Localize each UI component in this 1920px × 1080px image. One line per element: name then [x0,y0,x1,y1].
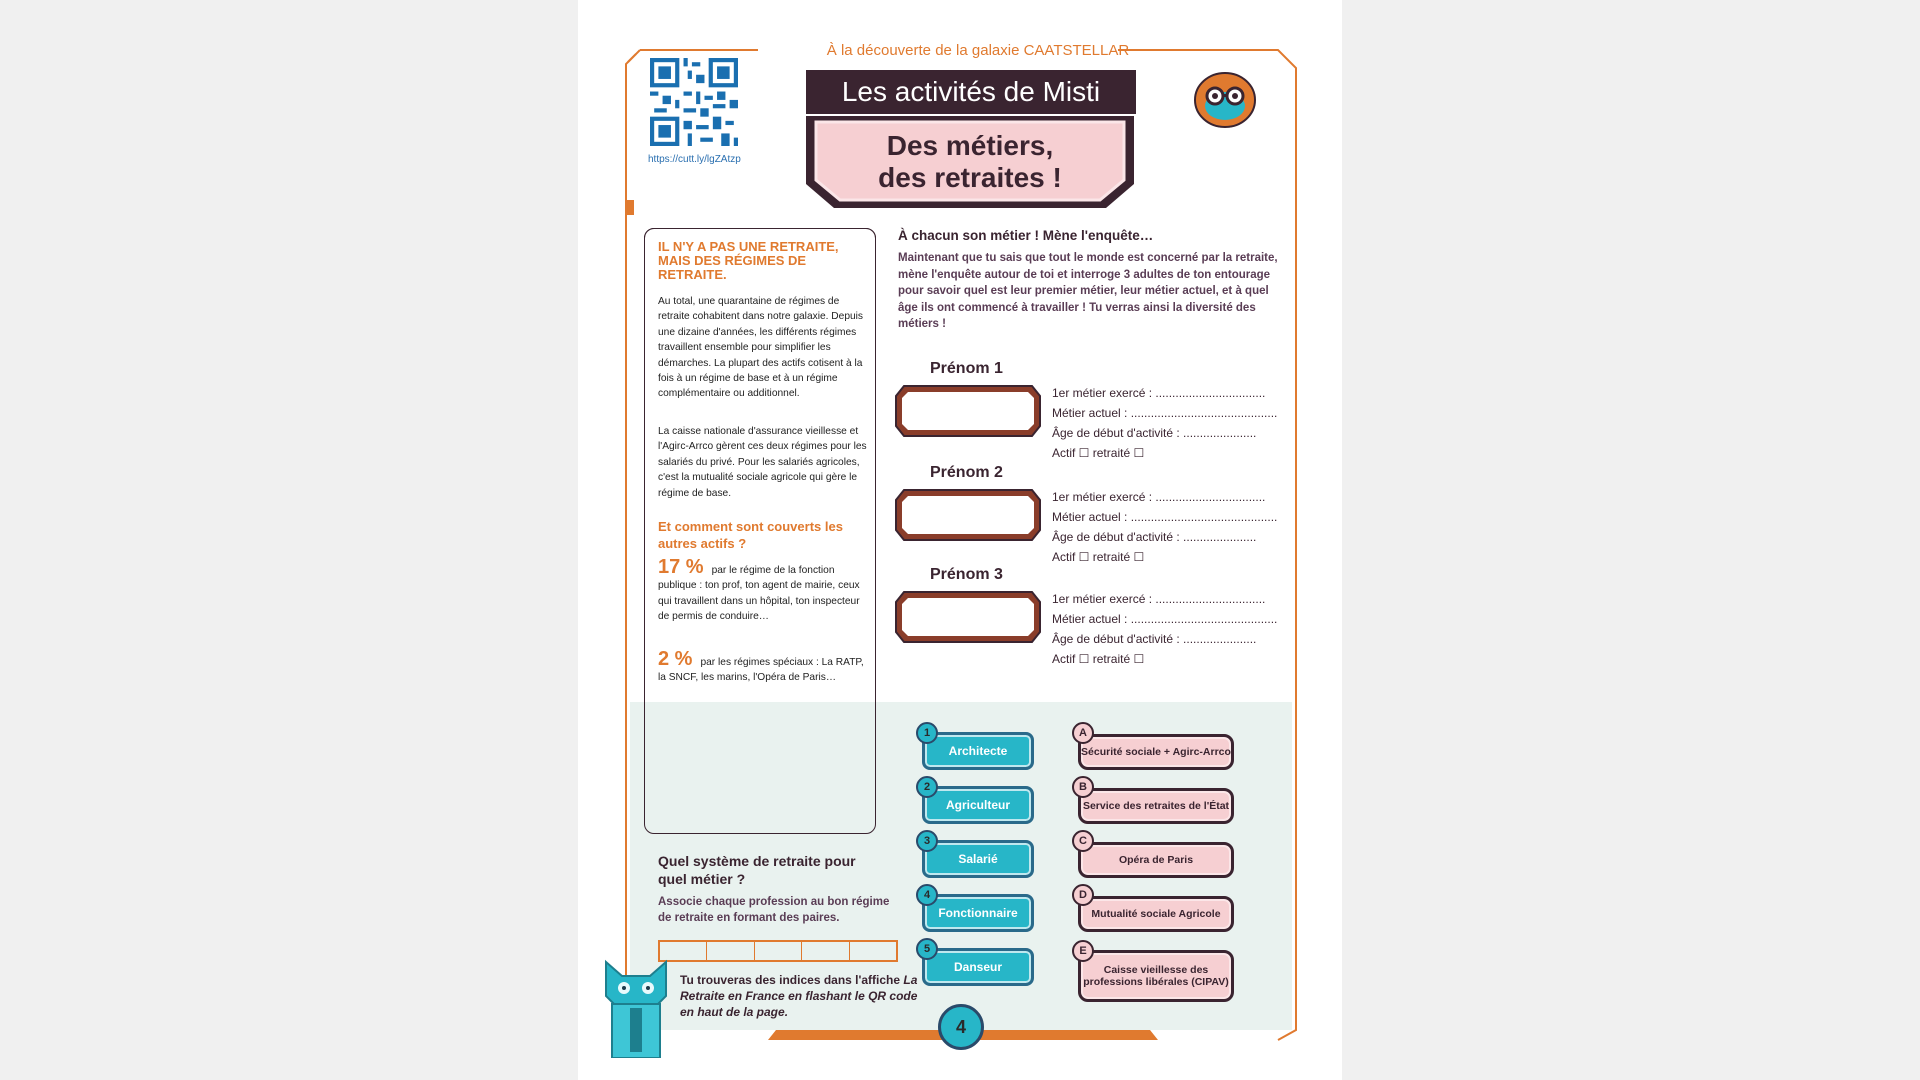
info-paragraph-1: Au total, une quarantaine de régimes de retraite cohabitent dans notre galaxie. Depuis une dizaine d'années, les différents régimes travaillent ensemble pour simplifier les démarches. La plupart des actifs cotisent à la fois à un régime de base et à un régime complémentaire ou additionnel. [658,296,864,400]
stat-1-text: par le régime de la fonction publique : ton prof, ton agent de mairie, ceux qui travaillent dans un hôpital, ton inspecteur de permis de conduire… [658,565,860,623]
match-profession-4[interactable]: Fonctionnaire [922,894,1034,932]
match-profession-1[interactable]: Architecte [922,732,1034,770]
match-regime-e[interactable]: Caisse vieillesse des professions libérales (CIPAV) [1078,950,1234,1002]
page-title-line2: des retraites ! [878,162,1062,193]
answer-cell[interactable] [707,942,754,960]
answer-grid[interactable] [658,940,898,962]
stat-1-percent: 17 % [658,556,704,578]
page-title [800,130,1140,194]
prenom-3-start-age[interactable]: Âge de début d'activité : ...................... [1052,632,1257,646]
survey-intro: Maintenant que tu sais que tout le monde est concerné par la retraite, mène l'enquête autour de toi et interroge 3 adultes de ton entourage pour savoir quel est leur premier métier, leur métier actuel, et à quel âge ils ont commencé à travailler ! Tu verras ainsi la diversité des métiers ! [898,252,1278,330]
match-profession-3-number: 3 [916,830,938,852]
top-banner: À la découverte de la galaxie CAATSTELLAR [826,42,1130,59]
prenom-2-status-checkboxes[interactable]: Actif ☐ retraité ☐ [1052,550,1145,564]
answer-cell[interactable] [755,942,802,960]
prenom-3-status-checkboxes[interactable]: Actif ☐ retraité ☐ [1052,652,1145,666]
match-profession-3[interactable]: Salarié [922,840,1034,878]
prenom-1-first-job[interactable]: 1er métier exercé : ................................. [1052,386,1266,400]
match-regime-d-letter: D [1072,884,1094,906]
clue-italic: La Retraite en France [680,973,918,1003]
matching-question-title: Quel système de retraite pour quel métier ? [658,853,856,887]
clue-part-2: en flashant le QR code en haut de la page. [680,989,918,1019]
match-regime-a-letter: A [1072,722,1094,744]
info-box-border [644,228,876,834]
match-regime-b-letter: B [1072,776,1094,798]
page-number: 4 [938,1004,984,1050]
match-profession-1-number: 1 [916,722,938,744]
match-profession-5[interactable]: Danseur [922,948,1034,986]
prenom-2-start-age[interactable]: Âge de début d'activité : ...................... [1052,530,1257,544]
match-regime-e-letter: E [1072,940,1094,962]
answer-cell[interactable] [850,942,896,960]
match-regime-c-letter: C [1072,830,1094,852]
match-profession-5-number: 5 [916,938,938,960]
prenom-3-input[interactable] [894,590,1042,644]
prenom-1-start-age[interactable]: Âge de début d'activité : ...................... [1052,426,1257,440]
prenom-3-current-job[interactable]: Métier actuel : ............................................ [1052,612,1278,626]
info-heading: IL N'Y A PAS UNE RETRAITE, MAIS DES RÉGIMES DE RETRAITE. [658,239,839,282]
clue-part-1: Tu trouveras des indices dans l'affiche [680,973,901,987]
clue-text [680,972,920,1020]
matching-question-text: Associe chaque profession au bon régime de retraite en formant des paires. [658,896,890,924]
match-regime-a[interactable]: Sécurité sociale + Agirc-Arrco [1078,734,1234,770]
prenom-2-first-job[interactable]: 1er métier exercé : ................................. [1052,490,1266,504]
answer-cell[interactable] [802,942,849,960]
prenom-1-current-job[interactable]: Métier actuel : ............................................ [1052,406,1278,420]
stat-2-percent: 2 % [658,648,693,670]
qr-code-icon[interactable] [650,58,738,146]
match-regime-b[interactable]: Service des retraites de l'État [1078,788,1234,824]
match-profession-4-number: 4 [916,884,938,906]
prenom-3-first-job[interactable]: 1er métier exercé : ................................. [1052,592,1266,606]
match-profession-2-number: 2 [916,776,938,798]
match-profession-2[interactable]: Agriculteur [922,786,1034,824]
survey-heading: À chacun son métier ! Mène l'enquête… [898,228,1154,243]
prenom-2-label: Prénom 2 [930,464,1003,481]
prenom-2-input[interactable] [894,488,1042,542]
prenom-1-label: Prénom 1 [930,360,1003,377]
activity-title: Les activités de Misti [806,70,1136,114]
match-regime-d[interactable]: Mutualité sociale Agricole [1078,896,1234,932]
page-title-line1: Des métiers, [886,130,1054,161]
prenom-1-status-checkboxes[interactable]: Actif ☐ retraité ☐ [1052,446,1145,460]
misti-avatar-icon [1192,68,1258,130]
stat-2-text: par les régimes spéciaux : La RATP, la SNCF, les marins, l'Opéra de Paris… [658,657,864,684]
cat-mascot-icon [600,956,672,1058]
match-regime-c[interactable]: Opéra de Paris [1078,842,1234,878]
qr-url[interactable]: https://cutt.ly/lgZAtzp [648,154,741,165]
prenom-3-label: Prénom 3 [930,566,1003,583]
prenom-1-input[interactable] [894,384,1042,438]
info-subheading: Et comment sont couverts les autres actifs ? [658,519,843,551]
prenom-2-current-job[interactable]: Métier actuel : ............................................ [1052,510,1278,524]
info-paragraph-2: La caisse nationale d'assurance vieillesse et l'Agirc-Arrco gèrent ces deux régimes pour les salariés du privé. Pour les salariés agricoles, c'est la mutualité sociale agricole qui gère le régime de base. [658,426,867,499]
document-page [578,0,1342,1080]
